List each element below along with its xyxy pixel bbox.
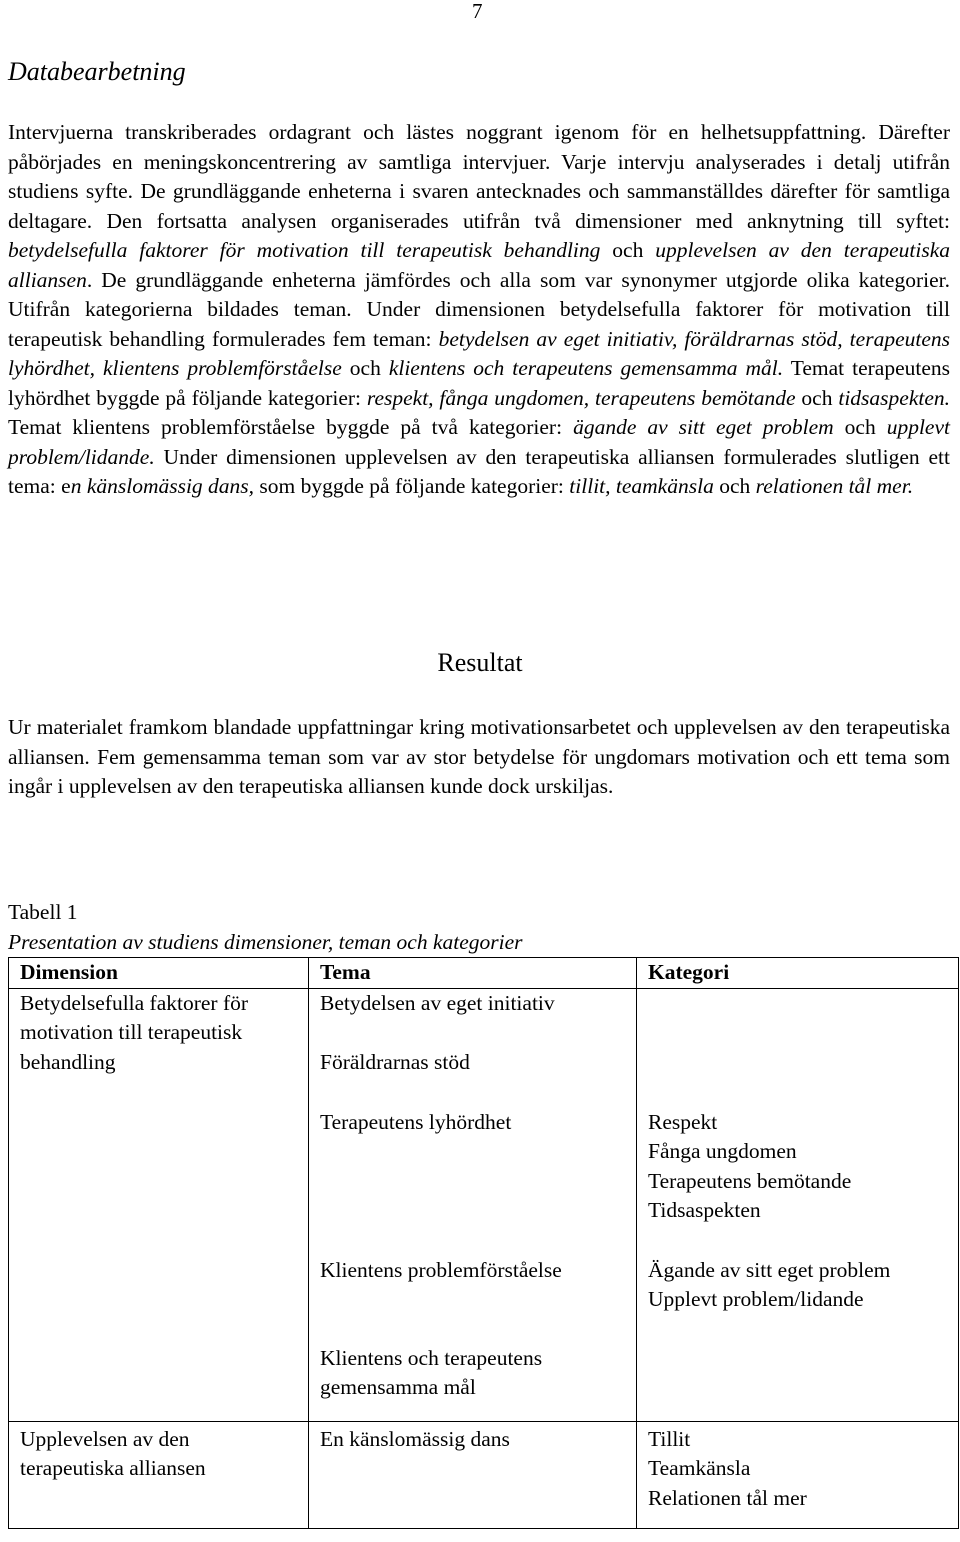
column-header-tema: Tema [309, 958, 637, 989]
text-segment: . De grundläggande enheterna jämfördes och alla som var synonymer utgjorde olika kategorier. Utifrån kategorierna bildades teman. Under dimensionen betydelsefulla faktorer för motivation till terapeutisk behandling formulerades fem teman: [8, 267, 950, 351]
category-item: Teamkänsla [648, 1456, 751, 1480]
theme-terapeutens-lyhordhet: Terapeutens lyhördhet [320, 1109, 512, 1134]
page-number: 7 [472, 0, 483, 23]
table-row [9, 988, 959, 1421]
italic-text-segment: klientens och terapeutens gemensamma mål. [388, 356, 784, 380]
table-row [9, 1421, 959, 1528]
categories-cell [637, 988, 959, 1421]
category-item: Tillit [648, 1426, 691, 1451]
dimensions-table [8, 957, 959, 1529]
text-segment: och [341, 356, 389, 380]
text-segment: och [833, 415, 887, 439]
text-segment: och [600, 238, 656, 262]
category-item: Relationen tål mer [648, 1485, 807, 1510]
italic-text-segment: respekt, fånga ungdomen, terapeutens bemötande [366, 385, 796, 410]
theme-klientens-problemforstaelse: Klientens problemförståelse [320, 1257, 562, 1282]
category-item: Upplevt problem/lidande [648, 1287, 864, 1311]
text-segment: Intervjuerna transkriberades ordagrant och lästes noggrant igenom för en helhetsuppfattning. Därefter påbörjades en meningskoncentrering av samtliga intervjuer. Varje intervju analyserades i detalj utifrån studiens syfte. De grundläggande enheterna i svaren antecknades och sammanställdes därefter för samtliga deltagare. Den fortsatta analysen organiserades utifrån två dimensioner med anknytning till syftet: [8, 120, 950, 233]
section-heading-resultat: Resultat [437, 648, 523, 677]
text-segment: Under dimensionen upplevelsen av den terapeutiska alliansen formulerades slutligen ett tema: e [8, 444, 950, 498]
italic-text-segment: upplevelsen av den terapeutiska alliansen [8, 238, 951, 292]
theme-foraldrarnas-stod: Föräldrarnas stöd [320, 1049, 470, 1074]
text-segment: och [795, 385, 839, 410]
results-paragraph: Ur materialet framkom blandade uppfattningar kring motivationsarbetet och upplevelsen av den terapeutiska alliansen. Fem gemensamma teman som var av stor betydelse för ungdomars motivation och ett tema som ingår i upplevelsen av den terapeutiska alliansen kunde dock urskiljas. [8, 715, 950, 798]
dimension-label: Betydelsefulla faktorer för motivation till terapeutisk behandling [20, 990, 249, 1074]
column-header-kategori: Kategori [637, 958, 959, 989]
text-segment: som byggde på följande kategorier: [254, 474, 570, 498]
dimension-label: Upplevelsen av den terapeutiska alliansen [20, 1426, 206, 1480]
italic-text-segment: n känslomässig dans, [70, 474, 255, 498]
categories-cell-dans [637, 1421, 959, 1528]
text-segment: Temat klientens problemförståelse byggde på två kategorier: [8, 415, 574, 439]
italic-text-segment: upplevt problem/lidande. [8, 415, 950, 469]
category-item: Respekt [648, 1109, 718, 1134]
italic-text-segment: relationen tål mer. [755, 474, 914, 498]
text-segment: Temat terapeutens lyhördhet byggde på följande kategorier: [8, 356, 950, 410]
categories-lyhordhet [648, 1108, 851, 1226]
theme-kanslomassig-dans: En känslomässig dans [320, 1426, 510, 1451]
table-header-row [9, 958, 959, 989]
italic-text-segment: tidsaspekten. [838, 385, 951, 410]
category-item: Terapeutens bemötande [648, 1168, 852, 1193]
categories-dans [648, 1425, 952, 1514]
methods-paragraph [8, 118, 950, 502]
theme-eget-initiativ: Betydelsen av eget initiativ [320, 990, 555, 1015]
italic-text-segment: betydelsefulla faktorer för motivation till terapeutisk behandling [8, 238, 601, 262]
category-item: Tidsaspekten [648, 1198, 761, 1222]
italic-text-segment: tillit, teamkänsla [569, 474, 714, 498]
italic-text-segment: betydelsen av eget initiativ, föräldrarnas stöd, terapeutens lyhördhet, klientens problemförståelse [8, 326, 950, 380]
category-item: Fånga ungdomen [648, 1139, 797, 1163]
table-label: Tabell 1 [8, 900, 78, 924]
dimension-cell-alliansen [9, 1421, 309, 1528]
categories-problemforstaelse [648, 1256, 890, 1315]
text-segment: och [713, 474, 756, 498]
theme-cell-dans [309, 1421, 637, 1528]
table-caption: Presentation av studiens dimensioner, teman och kategorier [8, 930, 523, 954]
column-header-dimension: Dimension [9, 958, 309, 989]
theme-gemensamma-mal: Klientens och terapeutens gemensamma mål [320, 1345, 543, 1399]
italic-text-segment: ägande av sitt eget problem [573, 415, 834, 439]
category-item: Ägande av sitt eget problem [648, 1257, 891, 1282]
section-heading-databearbetning: Databearbetning [8, 57, 186, 86]
themes-cell [309, 988, 637, 1421]
dimension-cell-motivation [9, 988, 309, 1421]
